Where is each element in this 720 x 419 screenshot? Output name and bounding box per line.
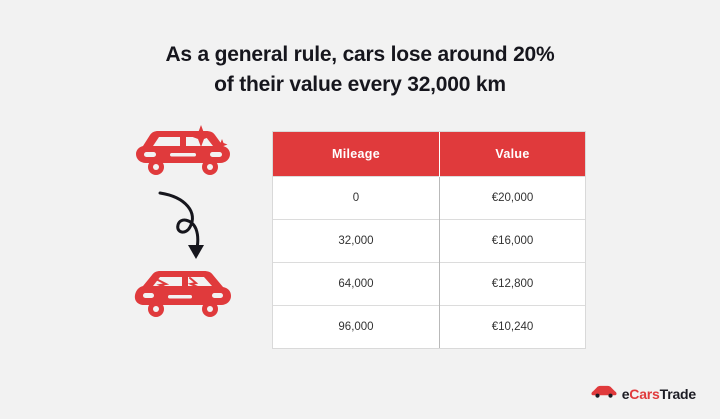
cell-value: €16,000 [440,220,585,263]
cell-mileage: 96,000 [273,306,440,349]
cell-mileage: 64,000 [273,263,440,306]
brand-name [622,386,696,402]
brand-logo [591,385,696,403]
logo-suffix: Trade [659,386,696,402]
cell-mileage: 32,000 [273,220,440,263]
depreciation-table [272,131,586,349]
column-header-mileage: Mileage [273,132,440,177]
logo-accent: Cars [629,386,660,402]
cell-value: €12,800 [440,263,585,306]
table-row [273,306,585,349]
new-car-icon [130,125,240,187]
table-row [273,177,585,220]
headline-line-2: of their value every 32,000 km [214,73,506,96]
table-row [273,220,585,263]
logo-prefix: e [621,386,630,402]
table-header-row [273,132,585,177]
headline-line-1: As a general rule, cars lose around 20% [165,43,555,66]
column-header-value: Value [440,132,585,177]
page-title [0,40,720,100]
cell-mileage: 0 [273,177,440,220]
cell-value: €20,000 [440,177,585,220]
curved-arrow-down-icon [146,187,226,267]
cell-value: €10,240 [440,306,585,349]
table-row [273,263,585,306]
car-logo-icon [591,385,617,403]
damaged-car-icon [130,265,240,327]
depreciation-illustration [120,125,255,340]
